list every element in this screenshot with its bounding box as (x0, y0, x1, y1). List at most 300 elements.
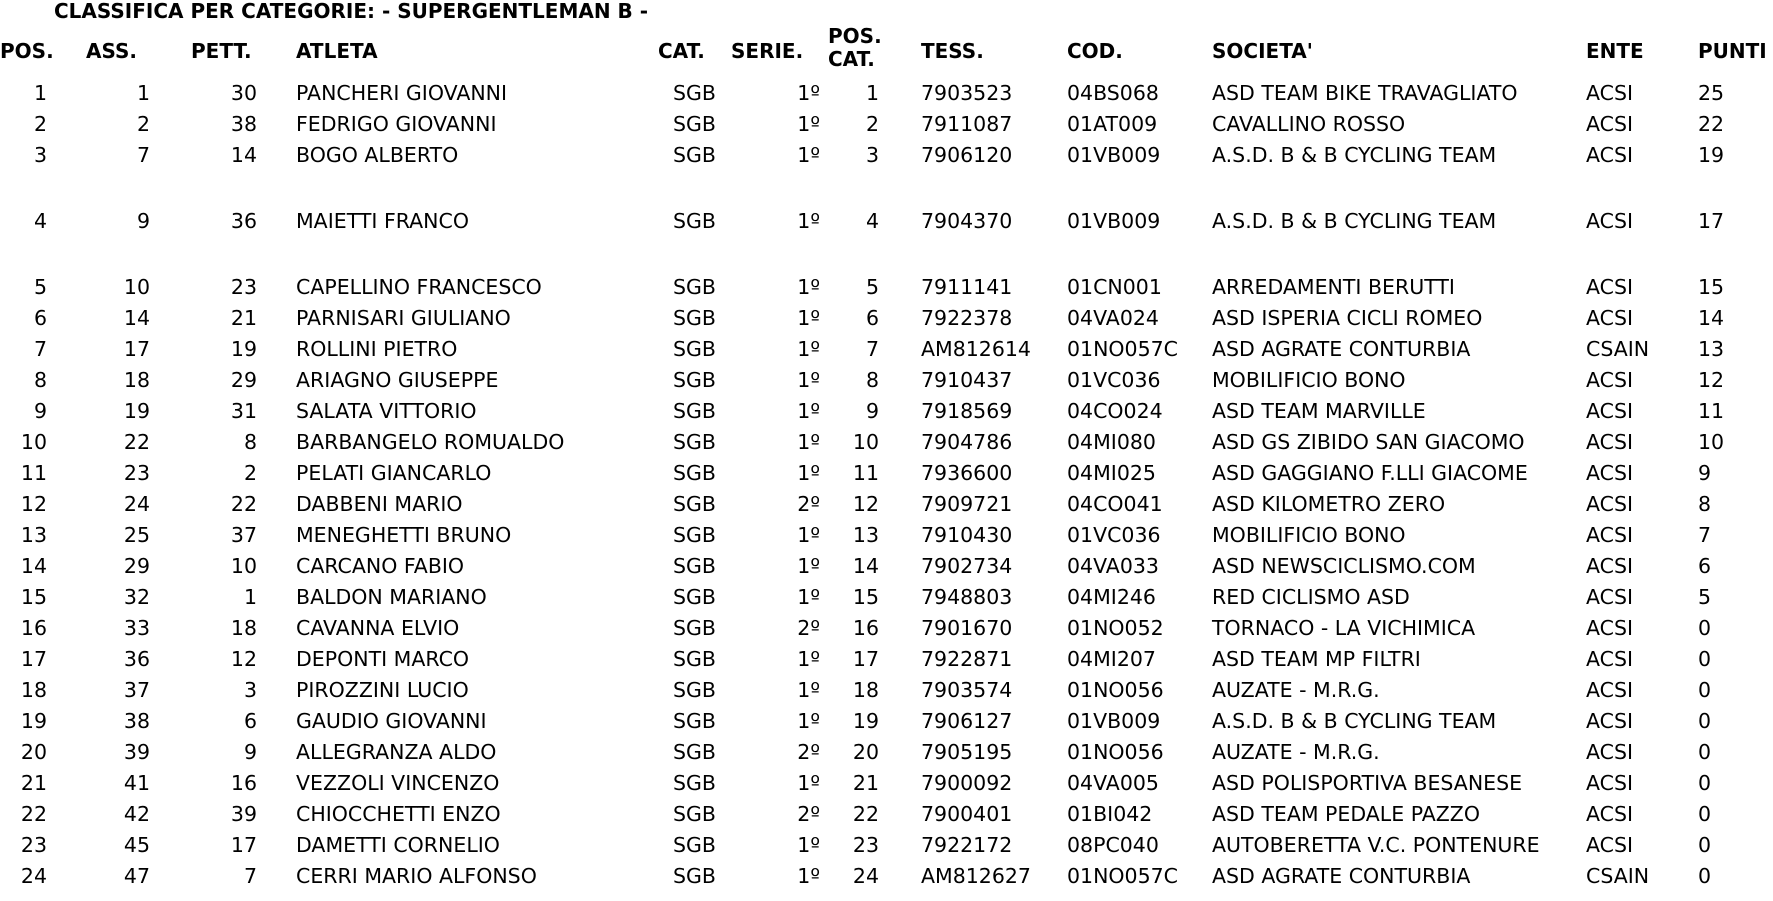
cell-punti: 0 (1698, 678, 1712, 702)
cell-cod: 01VB009 (1067, 709, 1161, 733)
column-header-cat: CAT. (658, 39, 705, 63)
cell-ass: 10 (123, 275, 150, 299)
cell-cod: 01NO056 (1067, 740, 1164, 764)
cell-societa: A.S.D. B & B CYCLING TEAM (1212, 143, 1497, 167)
cell-cat: SGB (673, 864, 716, 888)
cell-cat: SGB (673, 492, 716, 516)
cell-cod: 01NO052 (1067, 616, 1164, 640)
cell-serie: 1º (797, 709, 820, 733)
column-header-ente: ENTE (1586, 39, 1644, 63)
cell-pos: 20 (20, 740, 47, 764)
cell-cat: SGB (673, 771, 716, 795)
column-header-societa: SOCIETA' (1212, 39, 1313, 63)
cell-ass: 41 (123, 771, 150, 795)
cell-ente: ACSI (1586, 461, 1634, 485)
cell-societa: ASD AGRATE CONTURBIA (1212, 337, 1471, 361)
cell-tess: 7948803 (921, 585, 1013, 609)
cell-cod: 01VC036 (1067, 523, 1161, 547)
cell-cod: 01VC036 (1067, 368, 1161, 392)
cell-pett: 7 (243, 864, 257, 888)
cell-pos: 23 (20, 833, 47, 857)
cell-pett: 19 (230, 337, 257, 361)
cell-ente: CSAIN (1586, 337, 1650, 361)
cell-pett: 30 (230, 81, 257, 105)
cell-punti: 19 (1698, 143, 1725, 167)
cell-atleta: BALDON MARIANO (296, 585, 487, 609)
cell-pett: 6 (243, 709, 257, 733)
column-header-atleta: ATLETA (296, 39, 378, 63)
cell-societa: A.S.D. B & B CYCLING TEAM (1212, 709, 1497, 733)
cell-atleta: GAUDIO GIOVANNI (296, 709, 487, 733)
cell-ente: ACSI (1586, 81, 1634, 105)
cell-tess: 7903574 (921, 678, 1013, 702)
cell-pett: 8 (243, 430, 257, 454)
column-header-pos-cat-line1: POS. (828, 24, 882, 48)
cell-pos: 2 (33, 112, 47, 136)
cell-atleta: CARCANO FABIO (296, 554, 465, 578)
cell-atleta: ALLEGRANZA ALDO (296, 740, 497, 764)
cell-pos-cat: 11 (852, 461, 879, 485)
cell-cat: SGB (673, 306, 716, 330)
cell-ente: ACSI (1586, 112, 1634, 136)
cell-societa: A.S.D. B & B CYCLING TEAM (1212, 209, 1497, 233)
table-row (0, 551, 1773, 582)
column-header-pos-cat-line2: CAT. (828, 47, 875, 71)
cell-atleta: PELATI GIANCARLO (296, 461, 492, 485)
table-row (0, 706, 1773, 737)
cell-pos: 9 (33, 399, 47, 423)
table-row (0, 458, 1773, 489)
cell-atleta: SALATA VITTORIO (296, 399, 477, 423)
table-row (0, 799, 1773, 830)
cell-serie: 1º (797, 143, 820, 167)
cell-pos-cat: 9 (865, 399, 879, 423)
cell-cat: SGB (673, 585, 716, 609)
column-header-pos: POS. (0, 39, 54, 63)
cell-pos: 16 (20, 616, 47, 640)
cell-tess: 7909721 (921, 492, 1013, 516)
cell-cod: 04MI080 (1067, 430, 1156, 454)
cell-cat: SGB (673, 647, 716, 671)
cell-atleta: BOGO ALBERTO (296, 143, 459, 167)
cell-serie: 1º (797, 523, 820, 547)
cell-pos-cat: 17 (852, 647, 879, 671)
cell-pett: 17 (230, 833, 257, 857)
cell-pos-cat: 1 (865, 81, 879, 105)
table-row (0, 489, 1773, 520)
cell-ass: 14 (123, 306, 150, 330)
cell-cat: SGB (673, 523, 716, 547)
cell-pett: 31 (230, 399, 257, 423)
cell-pos: 3 (33, 143, 47, 167)
cell-pos-cat: 8 (865, 368, 879, 392)
cell-cat: SGB (673, 554, 716, 578)
cell-cat: SGB (673, 399, 716, 423)
cell-cod: 01BI042 (1067, 802, 1153, 826)
cell-ass: 37 (123, 678, 150, 702)
cell-societa: MOBILIFICIO BONO (1212, 523, 1406, 547)
cell-atleta: VEZZOLI VINCENZO (296, 771, 500, 795)
cell-ass: 22 (123, 430, 150, 454)
column-header-pos-cat (828, 25, 882, 71)
cell-tess: 7904370 (921, 209, 1013, 233)
cell-pos: 11 (20, 461, 47, 485)
cell-atleta: DAMETTI CORNELIO (296, 833, 500, 857)
cell-pett: 29 (230, 368, 257, 392)
cell-ass: 7 (136, 143, 150, 167)
cell-tess: 7936600 (921, 461, 1013, 485)
table-row (0, 140, 1773, 171)
cell-ente: ACSI (1586, 616, 1634, 640)
cell-ente: ACSI (1586, 399, 1634, 423)
cell-ente: ACSI (1586, 678, 1634, 702)
cell-serie: 1º (797, 81, 820, 105)
cell-punti: 0 (1698, 802, 1712, 826)
cell-societa: ASD KILOMETRO ZERO (1212, 492, 1446, 516)
cell-tess: 7904786 (921, 430, 1013, 454)
cell-punti: 7 (1698, 523, 1712, 547)
cell-cod: 01CN001 (1067, 275, 1162, 299)
cell-ente: ACSI (1586, 368, 1634, 392)
cell-serie: 1º (797, 368, 820, 392)
cell-pett: 18 (230, 616, 257, 640)
cell-pos-cat: 18 (852, 678, 879, 702)
cell-tess: AM812614 (921, 337, 1031, 361)
cell-cod: 08PC040 (1067, 833, 1159, 857)
cell-atleta: MAIETTI FRANCO (296, 209, 469, 233)
cell-cat: SGB (673, 740, 716, 764)
table-row (0, 396, 1773, 427)
table-row (0, 206, 1773, 237)
cell-atleta: PANCHERI GIOVANNI (296, 81, 508, 105)
column-header-pett: PETT. (191, 39, 252, 63)
cell-societa: MOBILIFICIO BONO (1212, 368, 1406, 392)
cell-ass: 25 (123, 523, 150, 547)
cell-tess: 7922378 (921, 306, 1013, 330)
cell-serie: 1º (797, 585, 820, 609)
table-row (0, 768, 1773, 799)
table-row (0, 365, 1773, 396)
cell-societa: ASD TEAM PEDALE PAZZO (1212, 802, 1480, 826)
cell-tess: 7910437 (921, 368, 1013, 392)
cell-cod: 04CO041 (1067, 492, 1163, 516)
cell-pett: 21 (230, 306, 257, 330)
cell-cat: SGB (673, 112, 716, 136)
cell-punti: 17 (1698, 209, 1725, 233)
cell-cat: SGB (673, 143, 716, 167)
cell-ass: 38 (123, 709, 150, 733)
cell-tess: 7918569 (921, 399, 1013, 423)
cell-pos: 12 (20, 492, 47, 516)
cell-serie: 1º (797, 275, 820, 299)
cell-serie: 1º (797, 864, 820, 888)
cell-ente: ACSI (1586, 554, 1634, 578)
cell-ass: 36 (123, 647, 150, 671)
cell-cod: 04MI025 (1067, 461, 1156, 485)
cell-serie: 1º (797, 771, 820, 795)
cell-societa: ASD AGRATE CONTURBIA (1212, 864, 1471, 888)
cell-punti: 11 (1698, 399, 1725, 423)
cell-cat: SGB (673, 430, 716, 454)
cell-pett: 38 (230, 112, 257, 136)
cell-pos-cat: 13 (852, 523, 879, 547)
cell-punti: 25 (1698, 81, 1725, 105)
cell-tess: 7906120 (921, 143, 1013, 167)
cell-ass: 45 (123, 833, 150, 857)
cell-pett: 23 (230, 275, 257, 299)
cell-tess: 7900401 (921, 802, 1013, 826)
cell-cat: SGB (673, 209, 716, 233)
cell-ass: 32 (123, 585, 150, 609)
cell-tess: 7900092 (921, 771, 1013, 795)
cell-cod: 01VB009 (1067, 143, 1161, 167)
table-row (0, 520, 1773, 551)
column-header-punti: PUNTI (1698, 39, 1767, 63)
cell-pos-cat: 21 (852, 771, 879, 795)
cell-atleta: ARIAGNO GIUSEPPE (296, 368, 499, 392)
cell-punti: 8 (1698, 492, 1712, 516)
cell-societa: ASD ISPERIA CICLI ROMEO (1212, 306, 1483, 330)
cell-cod: 04VA033 (1067, 554, 1159, 578)
cell-punti: 13 (1698, 337, 1725, 361)
cell-serie: 1º (797, 306, 820, 330)
cell-pett: 2 (243, 461, 257, 485)
cell-pos-cat: 15 (852, 585, 879, 609)
table-row (0, 861, 1773, 892)
cell-ente: ACSI (1586, 647, 1634, 671)
cell-pett: 14 (230, 143, 257, 167)
table-row (0, 427, 1773, 458)
cell-pos-cat: 19 (852, 709, 879, 733)
cell-pos: 1 (33, 81, 47, 105)
cell-cod: 01NO057C (1067, 864, 1178, 888)
cell-ente: ACSI (1586, 771, 1634, 795)
cell-pos: 14 (20, 554, 47, 578)
cell-pos: 13 (20, 523, 47, 547)
cell-tess: 7911141 (921, 275, 1013, 299)
cell-ente: ACSI (1586, 209, 1634, 233)
cell-societa: TORNACO - LA VICHIMICA (1212, 616, 1476, 640)
cell-ente: ACSI (1586, 585, 1634, 609)
cell-pos: 8 (33, 368, 47, 392)
cell-pett: 10 (230, 554, 257, 578)
cell-cat: SGB (673, 802, 716, 826)
cell-pos: 17 (20, 647, 47, 671)
cell-cod: 01NO056 (1067, 678, 1164, 702)
cell-cat: SGB (673, 337, 716, 361)
cell-serie: 1º (797, 337, 820, 361)
cell-punti: 0 (1698, 771, 1712, 795)
cell-serie: 1º (797, 112, 820, 136)
cell-pos-cat: 16 (852, 616, 879, 640)
cell-pos: 10 (20, 430, 47, 454)
cell-ass: 2 (136, 112, 150, 136)
cell-serie: 1º (797, 430, 820, 454)
cell-punti: 14 (1698, 306, 1725, 330)
cell-ente: CSAIN (1586, 864, 1650, 888)
cell-ass: 23 (123, 461, 150, 485)
cell-societa: ASD GS ZIBIDO SAN GIACOMO (1212, 430, 1525, 454)
cell-pos-cat: 24 (852, 864, 879, 888)
cell-pos-cat: 5 (865, 275, 879, 299)
cell-pos-cat: 22 (852, 802, 879, 826)
cell-pett: 12 (230, 647, 257, 671)
cell-ass: 42 (123, 802, 150, 826)
cell-societa: AUZATE - M.R.G. (1212, 740, 1380, 764)
table-row (0, 582, 1773, 613)
cell-pos: 18 (20, 678, 47, 702)
cell-ass: 33 (123, 616, 150, 640)
cell-serie: 2º (797, 616, 820, 640)
cell-societa: ASD TEAM MARVILLE (1212, 399, 1426, 423)
cell-atleta: BARBANGELO ROMUALDO (296, 430, 565, 454)
cell-pos-cat: 10 (852, 430, 879, 454)
cell-tess: 7905195 (921, 740, 1013, 764)
cell-societa: AUZATE - M.R.G. (1212, 678, 1380, 702)
cell-pos: 21 (20, 771, 47, 795)
cell-serie: 1º (797, 833, 820, 857)
cell-societa: ASD NEWSCICLISMO.COM (1212, 554, 1476, 578)
cell-pos-cat: 6 (865, 306, 879, 330)
cell-punti: 15 (1698, 275, 1725, 299)
cell-serie: 2º (797, 740, 820, 764)
cell-pos: 19 (20, 709, 47, 733)
cell-pos-cat: 20 (852, 740, 879, 764)
cell-cod: 04VA024 (1067, 306, 1159, 330)
cell-punti: 12 (1698, 368, 1725, 392)
cell-ente: ACSI (1586, 143, 1634, 167)
cell-cod: 04MI207 (1067, 647, 1156, 671)
column-header-cod: COD. (1067, 39, 1123, 63)
cell-societa: CAVALLINO ROSSO (1212, 112, 1406, 136)
column-header-ass: ASS. (86, 39, 137, 63)
cell-atleta: DEPONTI MARCO (296, 647, 470, 671)
table-row (0, 334, 1773, 365)
table-row (0, 78, 1773, 109)
cell-atleta: PARNISARI GIULIANO (296, 306, 511, 330)
cell-pos: 22 (20, 802, 47, 826)
cell-pett: 36 (230, 209, 257, 233)
cell-tess: 7906127 (921, 709, 1013, 733)
cell-cod: 04MI246 (1067, 585, 1156, 609)
cell-pos-cat: 14 (852, 554, 879, 578)
cell-pos: 15 (20, 585, 47, 609)
cell-cod: 04BS068 (1067, 81, 1159, 105)
cell-ente: ACSI (1586, 275, 1634, 299)
cell-cat: SGB (673, 275, 716, 299)
cell-atleta: PIROZZINI LUCIO (296, 678, 469, 702)
table-row (0, 644, 1773, 675)
cell-societa: ASD TEAM MP FILTRI (1212, 647, 1421, 671)
cell-pos: 4 (33, 209, 47, 233)
cell-tess: 7911087 (921, 112, 1013, 136)
table-header (0, 25, 1773, 77)
cell-cod: 01VB009 (1067, 209, 1161, 233)
cell-cod: 01AT009 (1067, 112, 1158, 136)
cell-cat: SGB (673, 678, 716, 702)
cell-punti: 6 (1698, 554, 1712, 578)
cell-tess: 7922871 (921, 647, 1013, 671)
cell-ass: 18 (123, 368, 150, 392)
cell-ass: 9 (136, 209, 150, 233)
cell-tess: AM812627 (921, 864, 1031, 888)
cell-pos-cat: 23 (852, 833, 879, 857)
cell-cat: SGB (673, 833, 716, 857)
cell-cat: SGB (673, 461, 716, 485)
cell-atleta: CHIOCCHETTI ENZO (296, 802, 501, 826)
cell-atleta: ROLLINI PIETRO (296, 337, 458, 361)
cell-punti: 5 (1698, 585, 1712, 609)
cell-pos-cat: 2 (865, 112, 879, 136)
cell-pos: 6 (33, 306, 47, 330)
cell-ass: 39 (123, 740, 150, 764)
cell-societa: RED CICLISMO ASD (1212, 585, 1410, 609)
cell-atleta: FEDRIGO GIOVANNI (296, 112, 497, 136)
cell-ass: 17 (123, 337, 150, 361)
table-row (0, 303, 1773, 334)
cell-ente: ACSI (1586, 709, 1634, 733)
table-row (0, 737, 1773, 768)
cell-serie: 1º (797, 678, 820, 702)
cell-atleta: CERRI MARIO ALFONSO (296, 864, 537, 888)
cell-ass: 47 (123, 864, 150, 888)
cell-ass: 24 (123, 492, 150, 516)
cell-punti: 0 (1698, 864, 1712, 888)
cell-ass: 19 (123, 399, 150, 423)
table-row (0, 613, 1773, 644)
cell-pos-cat: 4 (865, 209, 879, 233)
cell-cod: 04VA005 (1067, 771, 1159, 795)
cell-ente: ACSI (1586, 523, 1634, 547)
table-row (0, 675, 1773, 706)
cell-serie: 1º (797, 399, 820, 423)
cell-serie: 1º (797, 209, 820, 233)
cell-serie: 2º (797, 492, 820, 516)
cell-cat: SGB (673, 616, 716, 640)
cell-punti: 0 (1698, 833, 1712, 857)
cell-pos-cat: 12 (852, 492, 879, 516)
cell-pett: 16 (230, 771, 257, 795)
cell-pos: 5 (33, 275, 47, 299)
page-title: CLASSIFICA PER CATEGORIE: - SUPERGENTLEMAN B - (54, 0, 649, 23)
cell-ass: 1 (136, 81, 150, 105)
cell-atleta: MENEGHETTI BRUNO (296, 523, 512, 547)
cell-pos: 24 (20, 864, 47, 888)
column-header-serie: SERIE. (731, 39, 804, 63)
cell-punti: 0 (1698, 647, 1712, 671)
cell-tess: 7922172 (921, 833, 1013, 857)
cell-ente: ACSI (1586, 833, 1634, 857)
cell-societa: ASD TEAM BIKE TRAVAGLIATO (1212, 81, 1518, 105)
cell-ente: ACSI (1586, 740, 1634, 764)
cell-cat: SGB (673, 709, 716, 733)
cell-atleta: CAVANNA ELVIO (296, 616, 460, 640)
cell-societa: ASD POLISPORTIVA BESANESE (1212, 771, 1523, 795)
cell-ente: ACSI (1586, 306, 1634, 330)
cell-societa: ASD GAGGIANO F.LLI GIACOME (1212, 461, 1528, 485)
table-row (0, 272, 1773, 303)
cell-ente: ACSI (1586, 802, 1634, 826)
cell-tess: 7902734 (921, 554, 1013, 578)
cell-cat: SGB (673, 368, 716, 392)
cell-pos: 7 (33, 337, 47, 361)
cell-societa: AUTOBERETTA V.C. PONTENURE (1212, 833, 1540, 857)
cell-pett: 9 (243, 740, 257, 764)
cell-atleta: DABBENI MARIO (296, 492, 463, 516)
column-header-tess: TESS. (921, 39, 984, 63)
cell-ente: ACSI (1586, 430, 1634, 454)
cell-serie: 1º (797, 461, 820, 485)
